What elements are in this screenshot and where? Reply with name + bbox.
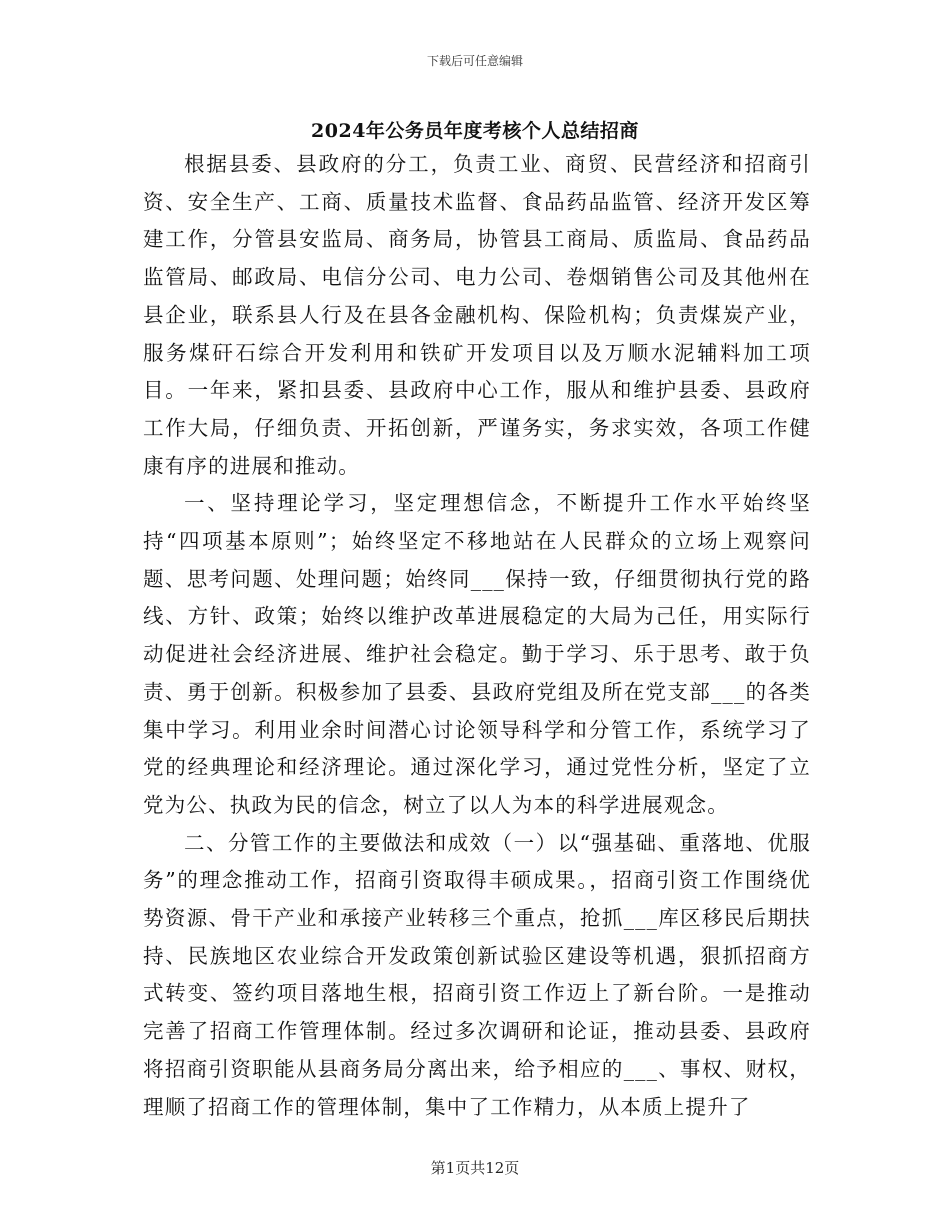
paragraph-intro: 根据县委、县政府的分工，负责工业、商贸、民营经济和招商引资、安全生产、工商、质量技术监督、食品药品监管、经济开发区筹建工作，分管县安监局、商务局，协管县工商局、质监局、食品药品监管局、邮政局、电信分公司、电力公司、卷烟销售公司及其他州在县企业，联系县人行及在县各金融机构、保险机构；负责煤炭产业，服务煤矸石综合开发利用和铁矿开发项目以及万顺水泥辅料加工项目。一年来，紧扣县委、县政府中心工作，服从和维护县委、县政府工作大局，仔细负责、开拓创新，严谨务实，务求实效，各项工作健康有序的进展和推动。 [143, 152, 811, 478]
page-number: 第1页共12页 [430, 1159, 520, 1177]
page-header-note: 下载后可任意编辑 [426, 54, 523, 68]
document-body [143, 146, 811, 1126]
paragraph-section-two: 二、分管工作的主要做法和成效（一）以“强基础、重落地、优服务”的理念推动工作，招商引资取得丰硕成果。，招商引资工作围绕优势资源、骨干产业和承接产业转移三个重点，抢抓___库区移民后期扶持、民族地区农业综合开发政策创新试验区建设等机遇，狠抓招商方式转变、签约项目落地生根，招商引资工作迈上了新台阶。一是推动完善了招商工作管理体制。经过多次调研和论证，推动县委、县政府将招商引资职能从县商务局分离出来，给予相应的___、事权、财权，理顺了招商工作的管理体制，集中了工作精力，从本质上提升了 [143, 830, 811, 1119]
document-title: 2024年公务员年度考核个人总结招商 [311, 120, 639, 142]
paragraph-section-one: 一、坚持理论学习，坚定理想信念，不断提升工作水平始终坚持“四项基本原则”；始终坚定不移地站在人民群众的立场上观察问题、思考问题、处理问题；始终同___保持一致，仔细贯彻执行党的路线、方针、政策；始终以维护改革进展稳定的大局为己任，用实际行动促进社会经济进展、维护社会稳定。勤于学习、乐于思考、敢于负责、勇于创新。积极参加了县委、县政府党组及所在党支部___的各类集中学习。利用业余时间潜心讨论领导科学和分管工作，系统学习了党的经典理论和经济理论。通过深化学习，通过党性分析，坚定了立党为公、执政为民的信念，树立了以人为本的科学进展观念。 [143, 491, 811, 817]
